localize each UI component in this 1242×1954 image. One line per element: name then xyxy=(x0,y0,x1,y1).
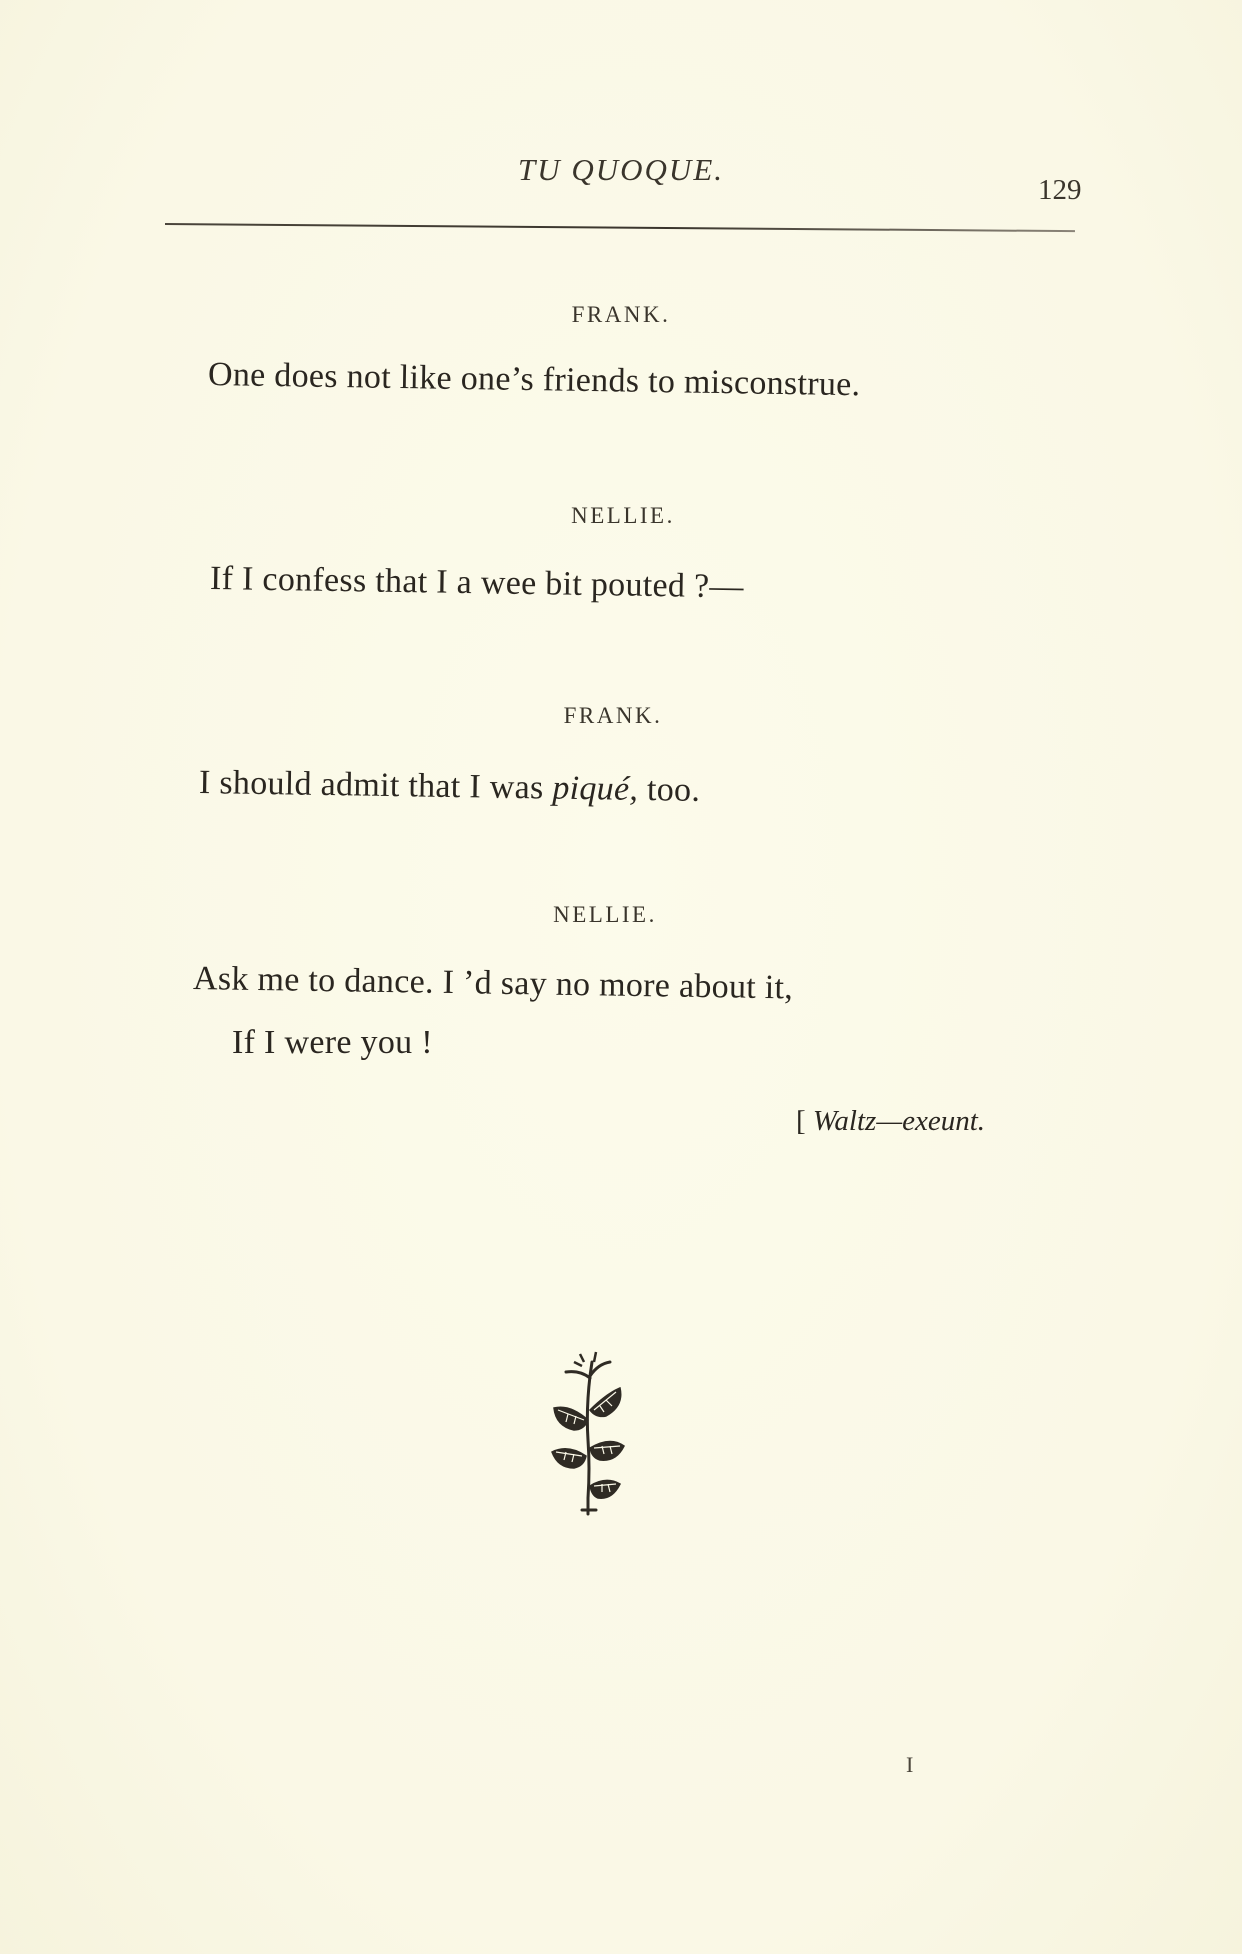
stage-direction xyxy=(796,1105,985,1138)
line-text: too. xyxy=(637,770,701,809)
speaker-name: FRANK. xyxy=(571,302,671,327)
branch-twig xyxy=(566,1372,590,1378)
header-rule xyxy=(165,223,1075,232)
dialogue-line: Ask me to dance. I ’d say no more about it, xyxy=(192,960,794,1007)
signature-mark: I xyxy=(906,1752,914,1777)
leaf-shape xyxy=(590,1480,620,1498)
floral-branch-icon xyxy=(540,1348,640,1518)
stage-bracket: [ xyxy=(796,1105,806,1137)
dialogue-line xyxy=(199,764,701,810)
line-text: I should admit that I was xyxy=(198,764,553,807)
italic-word: piqué, xyxy=(552,769,639,808)
dialogue-line: If I were you ! xyxy=(232,1024,433,1061)
dialogue-line: One does not like one’s friends to misconstrue. xyxy=(207,356,861,404)
dialogue-line: If I confess that I a wee bit pouted ?— xyxy=(209,560,745,606)
speaker-name: NELLIE. xyxy=(571,503,675,528)
running-title: TU QUOQUE. xyxy=(518,152,724,187)
leaf-shape xyxy=(590,1441,624,1460)
speaker-name: FRANK. xyxy=(563,703,663,728)
speaker-name: NELLIE. xyxy=(553,902,657,927)
page-number: 129 xyxy=(1038,174,1082,206)
stage-direction-text: Waltz—exeunt. xyxy=(812,1105,986,1137)
